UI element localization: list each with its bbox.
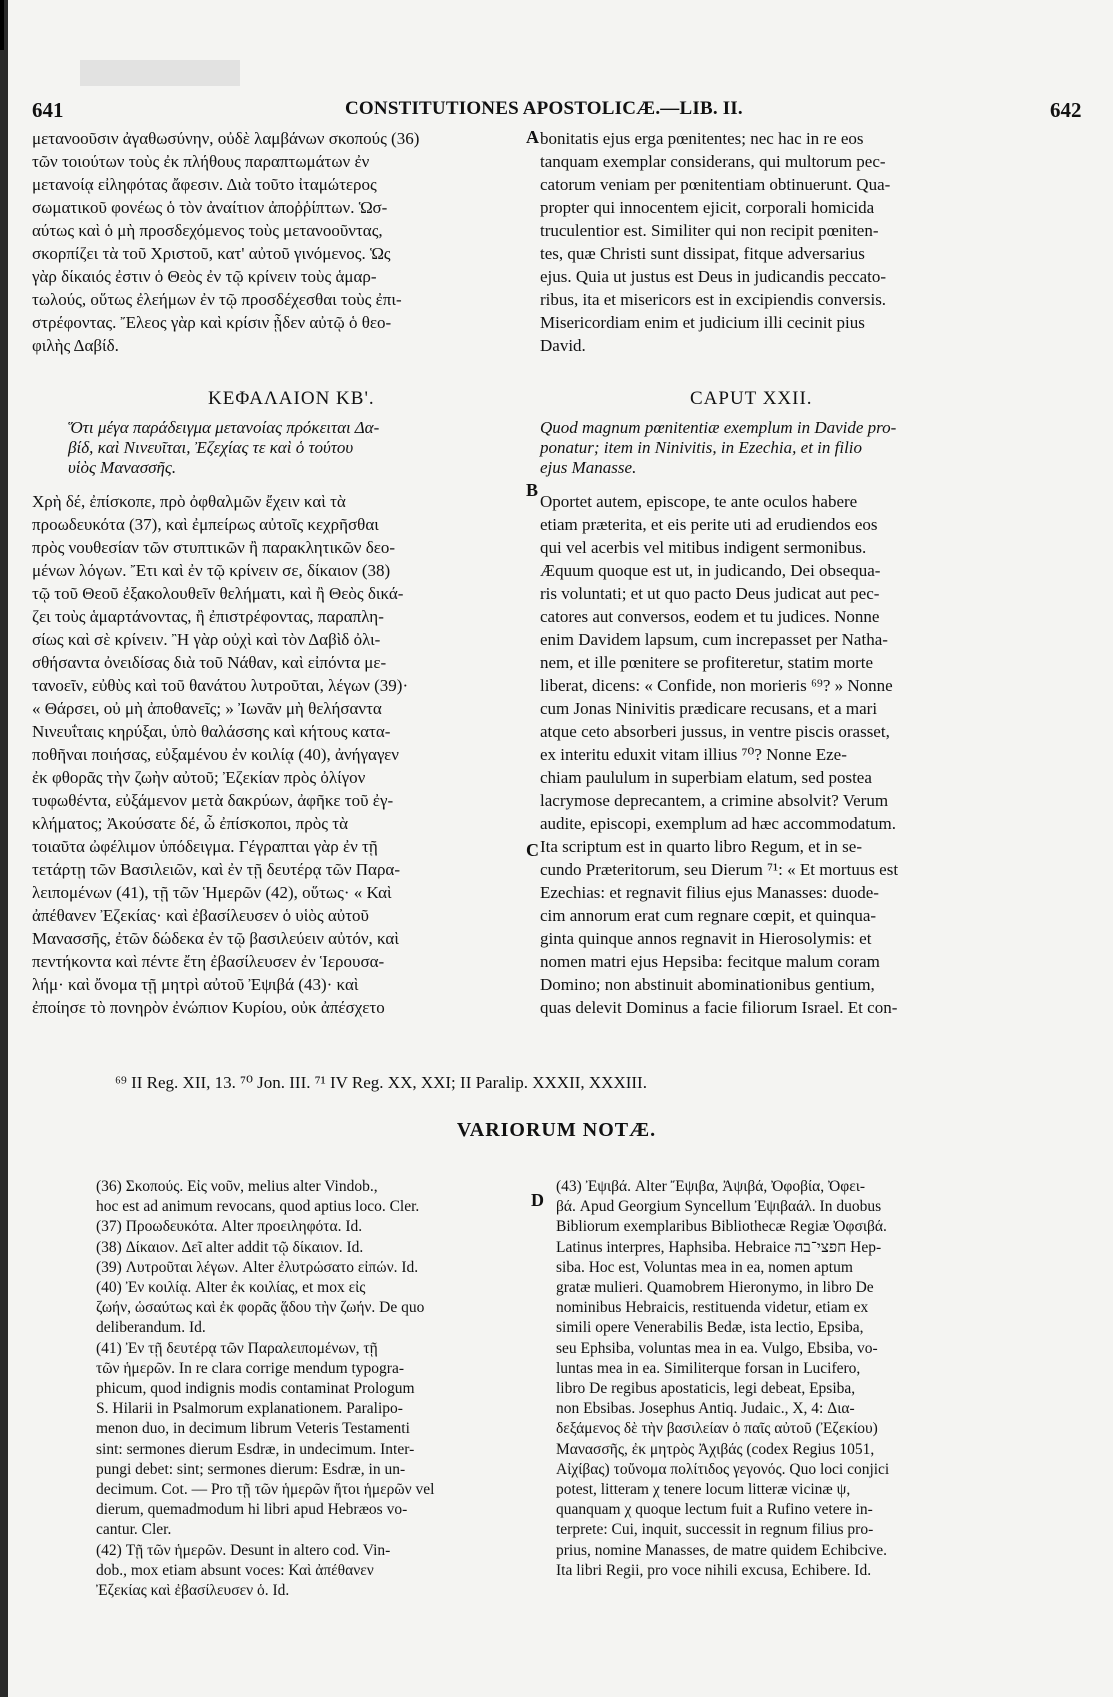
- greek-body-text: Χρὴ δέ, ἐπίσκοπε, πρὸ ὀφθαλμῶν ἔχειν καὶ τὰ προωδευκότα (37), καὶ ἐμπείρως αὐτοῖς κεχρῆσθαι πρὸς νουθεσίαν τῶν στυπτικῶν ἢ παρακλητικῶν δεο- μένων λόγων. Ἔτι καὶ ἐν τῷ κρίνειν σε, δίκαιον (38) τῷ τοῦ Θεοῦ ἐξακολουθεῖν θελήματι, καὶ ἢ Θεὸς δικά- ζει τοὺς ἁμαρτάνοντας, ἢ ἐπιστρέφοντας, παραπλη- σίως καὶ σὲ κρίνειν. Ἢ γὰρ οὐχὶ καὶ τὸν Δαβὶδ ὀλι- σθήσαντα ὀνειδίσας διὰ τοῦ Νάθαν, καὶ εἰπόντα με- τανοεῖν, εὐθὺς καὶ τοῦ θανάτου λυτροῦται, λέγων (39)· « Θάρσει, οὐ μὴ ἀποθανεῖς; » Ἰωνᾶν μὴ θελήσαντα Νινευΐταις κηρύξαι, ὑπὸ θαλάσσης καὶ κήτους κατα- ποθῆναι ποιήσας, εὐξαμένου ἐν κοιλίᾳ (40), ἀνήγαγεν ἐκ φθορᾶς τὴν ζωὴν αὐτοῦ; Ἐζεκίαν πρὸς ὀλίγον τυφωθέντα, εὐξάμενον μετὰ δακρύων, ἀφῆκε τοῦ ἐγ- κλήματος; Ἀκούσατε δέ, ὦ ἐπίσκοποι, πρὸς τὰ τοιαῦτα ὠφέλιμον ὑπόδειγμα. Γέγραπται γὰρ ἐν τῇ τετάρτῃ τῶν Βασιλειῶν, καὶ ἐν τῇ δευτέρᾳ τῶν Παρα- λειπομένων (41), τῇ τῶν Ἡμερῶν (42), οὕτως· « Καὶ ἀπέθανεν Ἐζεκίας· καὶ ἐβασίλευσεν ὁ υἱὸς αὐτοῦ Μανασσῆς, ἐτῶν δώδεκα ἐν τῷ βασιλεύειν αὐτόν, καὶ πεντήκοντα καὶ πέντε ἔτη ἐβασίλευσεν ἐν Ἱερουσα- λήμ· καὶ ὄνομα τῇ μητρὶ αὐτοῦ Ἐψιβά (43)· καὶ ἐποίησε τὸ πονηρὸν ἐνώπιον Κυρίου, οὐκ ἀπέσχετο: [32, 492, 409, 1017]
- scan-smudge: [80, 60, 240, 86]
- latin-body-text: Oportet autem, episcope, te ante oculos habere etiam præterita, et eis perite uti ad erudiendos eos qui vel acerbis vel mitibus indigent sermonibus. Æquum quoque est ut, in judicando, Dei obsequa- ris voluntati; et ut quo pacto Deus judicat aut pec- catores aut conversos, eodem et tu judices. Nonne enim Davidem lapsum, cum increpasset per Natha- nem, et ille pœnitere se profiteretur, statim morte liberat, dicens: « Confide, non morieris ⁶⁹? » Nonne cum Jonas Ninivitis prædicare recusans, et a mari atque ceto absorberi jussus, in ventre piscis orasset, ex interitu eduxit vitam illius ⁷⁰? Nonne Eze- chiam paululum in superbiam elatum, sed postea lacrymose deprecantem, a crimine absolvit? Verum audite, episcopi, exemplum ad hæc accommodatum. Ita scriptum est in quarto libro Regum, et in se- cundo Præteritorum, seu Dierum ⁷¹: « Et mortuus est Ezechias: et regnavit filius ejus Manasses: duode- cim annorum erat cum regnare cœpit, et quinqua- ginta quinque annos regnavit in Hierosolymis: et nomen matri ejus Hepsiba: fecitque malum coram Domino; non abstinuit abominationibus gentium, quas delevit Dominus a facie filiorum Israel. Et con-: [540, 492, 899, 1017]
- notes-column-left: [96, 1177, 541, 1601]
- page-number-left: 641: [32, 98, 64, 122]
- running-header: [0, 98, 1113, 122]
- latin-chapter-summary: [540, 418, 1070, 478]
- notes-heading: VARIORUM NOTÆ.: [456, 1119, 657, 1141]
- notes-right-text: (43) Ἐψιβά. Alter Ἔψιβα, Ἀψιβά, Ὀφοβία, Ὀφει- βά. Apud Georgium Syncellum Ἐψιβαάλ. In duobus Bibliorum exemplaribus Bibliothecæ Regiæ Ὀφσιβά. Latinus interpres, Haphsiba. Hebraice חפצי־בה Hep- siba. Hoc est, Voluntas mea in ea, nomen aptum gratæ mulieri. Quamobrem Hieronymo, in libro De nominibus Hebraicis, restituenda videtur, etiam ex simili opere Venerabilis Bedæ, ista lectio, Epsiba, seu Ephsiba, voluntas mea in ea. Vulgo, Ebsiba, vo- luntas mea in ea. Similiterque forsan in Lucifero, libro De regibus apostaticis, legi debeat, Epsiba, non Ebsibas. Josephus Antiq. Judaic., X, 4: Δια- δεξάμενος δὲ τὴν βασιλείαν ὁ παῖς αὐτοῦ (Ἐζεκίου) Μανασσῆς, ἐκ μητρὸς Ἀχιβάς (codex Regius 1051, Αἰχίβας) τοὔνομα πολίτιδος γεγονός. Quo loci conjici potest, litteram χ tenere locum litteræ vicinæ ψ, quanquam χ quoque lectum fuit a Rufino vetere in- terprete: Cui, inquit, successit in regnum filius pro- prius, nomine Manasses, de matre quidem Echibcive. Ita libri Regii, pro voce nihili excusa, Echibere. Id.: [556, 1178, 890, 1579]
- greek-chapter-summary: [68, 418, 528, 478]
- margin-letter-a: A: [526, 127, 539, 147]
- latin-summary-text: Quod magnum pœnitentiæ exemplum in Davide pro- ponatur; item in Ninivitis, in Ezechia, et in filio ejus Manasse.: [540, 418, 897, 477]
- margin-letter-b: B: [526, 480, 539, 500]
- latin-column-top: [540, 127, 1085, 357]
- greek-column-top: [32, 127, 537, 357]
- latin-paragraph: bonitatis ejus erga pœnitentes; nec hac in re eos tanquam exemplar considerans, qui multorum pec- catorum veniam per pœnitentiam obtinuerunt. Qua- propter qui innocentem ejicit, corporali homicida truculentior est. Similiter qui non recipit pœniten- tes, quæ Christi sunt dissipat, fitque adversarius ejus. Quia ut justus est Deus in judicandis peccato- ribus, ita et misericors est in excipiendis conversis. Misericordiam enim et judicium illi cecinit pius David.: [540, 129, 891, 355]
- margin-letter-d: D: [531, 1190, 544, 1210]
- scan-corner-mark: [0, 0, 4, 50]
- greek-chapter-heading: ΚΕΦΑΛΑΙΟΝ ΚΒ'.: [208, 388, 375, 409]
- scan-edge-shadow: [0, 0, 8, 1697]
- running-title: CONSTITUTIONES APOSTOLICÆ.—LIB. II.: [345, 98, 743, 119]
- scripture-footnotes: ⁶⁹ II Reg. XII, 13. ⁷⁰ Jon. III. ⁷¹ IV Reg. XX, XXI; II Paralip. XXXII, XXXIII.: [115, 1073, 647, 1092]
- latin-chapter-heading: CAPUT XXII.: [690, 388, 813, 409]
- page-number-right: 642: [1050, 98, 1082, 122]
- latin-column-body: [540, 490, 1085, 1019]
- greek-summary-text: Ὅτι μέγα παράδειγμα μετανοίας πρόκειται Δα- βίδ, καὶ Νινευῖται, Ἐζεχίας τε καὶ ὁ τούτου υἱὸς Μανασσῆς.: [68, 418, 380, 477]
- notes-left-text: (36) Σκοπούς. Εἰς νοῦν, melius alter Vindob., hoc est ad animum revocans, quod aptius loco. Cler. (37) Προωδευκότα. Alter προειληφότα. Id. (38) Δίκαιον. Δεῖ alter addit τῷ δίκαιον. Id. (39) Λυτροῦται λέγων. Alter ἐλυτρώσατο εἰπών. Id. (40) Ἐν κοιλίᾳ. Alter ἐκ κοιλίας, et mox εἰς ζωήν, ὡσαύτως καὶ ἐκ φορᾶς ᾅδου τὴν ζωήν. De quo deliberandum. Id. (41) Ἐν τῇ δευτέρᾳ τῶν Παραλειπομένων, τῇ τῶν ἡμερῶν. In re clara corrige mendum typogra- phicum, quod indignis modis contaminat Prologum S. Hilarii in Psalmorum explanationem. Paralipo- menon duo, in decimum librum Veteris Testamenti sint: sermones dierum Esdræ, in undecimum. Inter- pungi debet: sint; sermones dierum: Esdræ, in un- decimum. Cot. — Pro τῇ τῶν ἡμερῶν ἤτοι ἡμερῶν vel dierum, quemadmodum hi libri apud Hebræos vo- cantur. Cler. (42) Τῇ τῶν ἡμερῶν. Desunt in altero cod. Vin- dob., mox etiam absunt voces: Καὶ ἀπέθανεν Ἐζεκίας καὶ ἐβασίλευσεν ὁ. Id.: [96, 1178, 435, 1600]
- margin-letter-c: C: [526, 840, 539, 860]
- greek-paragraph: μετανοοῦσιν ἀγαθωσύνην, οὐδὲ λαμβάνων σκοπούς (36) τῶν τοιούτων τοὺς ἐκ πλήθους παραπτωμάτων ἐν μετανοίᾳ εἰληφότας ἄφεσιν. Διὰ τοῦτο ἰταμώτερος σωματικοῦ φονέως ὁ τὸν ἀναίτιον ἀποῤῥίπτων. Ὡσ- αύτως καὶ ὁ μὴ προσδεχόμενος τοὺς μετανοοῦντας, σκορπίζει τὰ τοῦ Χριστοῦ, κατ' αὐτοῦ γινόμενος. Ὡς γὰρ δίκαιός ἐστιν ὁ Θεὸς ἐν τῷ κρίνειν τοὺς ἁμαρ- τωλούς, οὕτως ἐλεήμων ἐν τῷ προσδέχεσθαι τοὺς ἐπι- στρέφοντας. Ἔλεος γὰρ καὶ κρίσιν ᾖδεν αὐτῷ ὁ θεο- φιλὴς Δαβίδ.: [32, 129, 420, 355]
- greek-column-body: [32, 490, 537, 1019]
- notes-column-right: [556, 1177, 996, 1581]
